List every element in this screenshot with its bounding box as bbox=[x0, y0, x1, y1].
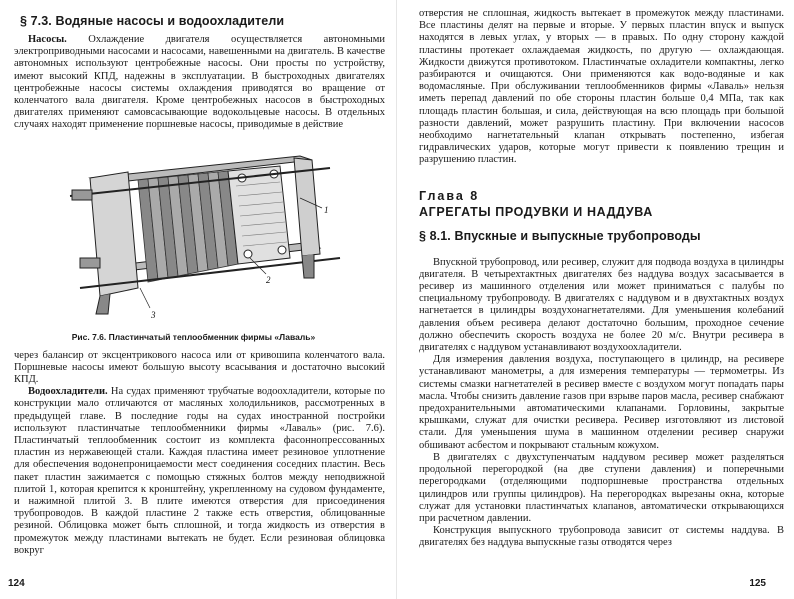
paragraph-intake: Впускной трубопровод, или ресивер, служит для подвода воздуха в цилиндры двигателя. В четырехтактных двигателях без наддува воздух засасывается в ресивер из машинного отделения или может приниматься с палубы по специальному трубопроводу. В двигателях с наддувом и в двухтактных воздух нагнетается в цилиндры воздухонагнетателями. Для уменьшения колебаний давления объем ресивера делают достаточно большим, проходное сечение должно обеспечить скорость воздуха не более 20 м/с. Внутри ресивера в двигателях с наддувом устанавливают воздухоохладители. bbox=[419, 256, 784, 354]
figure-label-2: 2 bbox=[266, 274, 271, 285]
paragraph-plate-continued: отверстия не сплошная, жидкость вытекает в промежуток между пластинами. Все пластины делят на первые и вторые. У первых пластин впуск и выпуск находятся в левых углах, у вторых — в правых. По одну сторону каждой пластины протекает охлаждаемая жидкость, по другую — охлаждающая. Жидкости движутся противотоком. Пластинчатые охладители компактны, легко разбираются и очищаются. Они применяются как водо-водяные и как водомасляные. При обслуживании теплообменников фирмы «Лаваль» нельзя иметь перепад давлений по обе стороны пластин больше 0,4 МПа, так как площадь пластин большая, и сила, действующая на всю площадь при большой разности давлений, может разрушить пластину. При включении насосов необходимо нагнетательный клапан открывать постепенно, избегая гидравлических ударов, которые могут привести к появлению трещин и разрушению пластин. bbox=[419, 8, 784, 166]
pumps-text: Охлаждение двигателя осуществляется автономными электроприводными насосами и насосами, навешенными на двигатель. В качестве автономных используют центробежные насосы. Они просты по устройству, имеют высокий КПД, надежны в эксплуатации. В быстроходных двигателях центробежные насосы системы охлаждения приводятся во вращение от коленчатого вала двигателя. Кроме центробежных насосов в быстроходных двигателях применяют самовсасывающие водокольцевые насосы. В отдельных случаях находят применение поршневые насосы, приводимые в действие bbox=[14, 34, 385, 131]
page-number-left: 124 bbox=[8, 578, 25, 589]
coolers-lead: Водоохладители. bbox=[28, 386, 108, 398]
chapter-title: АГРЕГАТЫ ПРОДУВКИ И НАДДУВА bbox=[419, 204, 653, 219]
figure-plate-heat-exchanger bbox=[50, 138, 350, 328]
right-page bbox=[397, 0, 794, 599]
paragraph-two-stage: В двигателях с двухступенчатым наддувом ресивер может разделяться продольной перегородкой (на две ступени давления) и поперечными перегородками (отделяющими подпоршневые пространства отдельных цилиндров или группы цилиндров). На перегородках вырезаны окна, которые служат для установки пластинчатых клапанов, автоматически открывающихся при расчетном давлении. bbox=[419, 451, 784, 524]
figure-label-3: 3 bbox=[151, 309, 156, 320]
plate-heat-exchanger-illustration bbox=[50, 138, 350, 328]
coolers-text: На судах применяют трубчатые водоохладители, которые по конструкции мало отличаются от масляных холодильников, рассмотренных в предыдущей главе. В последние годы на судах иностранной постройки используют пластинчатые теплообменники фирмы «Лаваль» (рис. 7.6). Пластинчатый теплообменник состоит из комплекта фасоннопрессованных пластин из нержавеющей стали. Каждая пластина имеет резиновое уплотнение для обеспечения водонепроницаемости мест соединения соседних пластин. Весь пакет пластин зажимается с помощью стяжных болтов между неподвижной плитой 1, которая крепится к кронштейну, укрепленному на судовом фундаменте, и нажимной плитой 3. В плите имеются отверстия для присоединения трубопроводов. В каждой пластине 2 также есть отверстия, облицованные резиной. Облицовка может быть сплошной, и тогда жидкость из отверстия в промежуток между пластинами вытекать не будет. Если резиновая облицовка вокруг bbox=[14, 386, 386, 556]
figure-caption: Рис. 7.6. Пластинчатый теплообменник фирмы «Лаваль» bbox=[71, 331, 316, 342]
paragraph-pumps-continued: через балансир от эксцентрикового насоса или от кривошипа коленчатого вала. Поршневые насосы имеют большую высоту всасывания и достаточно высокий КПД. bbox=[14, 349, 385, 386]
paragraph-measurement: Для измерения давления воздуха, поступающего в цилиндр, на ресивере устанавливают манометры, а для измерения температуры — термометры. Из системы смазки нагнетателей в ресивер вместе с воздухом могут попадать пары масла. Чтобы снизить давление газов при взрыве паров масла, ресивер снабжают предохранительными автоматическими клапанами. Горловины, закрытые крышками, служат для очистки ресивера. Ресивер изготовляют из листовой стали. Для уменьшения шума в машинном отделении ресивер снаружи обшивают асбестом и покрывают стальным кожухом. bbox=[419, 354, 784, 451]
paragraph-pumps bbox=[14, 34, 385, 132]
chapter-number: Глава 8 bbox=[419, 188, 480, 203]
section-heading-8-1: § 8.1. Впускные и выпускные трубопроводы bbox=[419, 228, 701, 243]
section-heading-7-3: § 7.3. Водяные насосы и водоохладители bbox=[20, 14, 285, 28]
pumps-lead: Насосы. bbox=[28, 34, 67, 45]
paragraph-exhaust: Конструкция выпускного трубопровода зависит от системы наддува. В двигателях без наддува выпускные газы отводятся через bbox=[419, 525, 784, 549]
page-number-right: 125 bbox=[749, 578, 766, 589]
figure-label-1: 1 bbox=[324, 204, 329, 215]
paragraph-coolers bbox=[14, 386, 385, 557]
